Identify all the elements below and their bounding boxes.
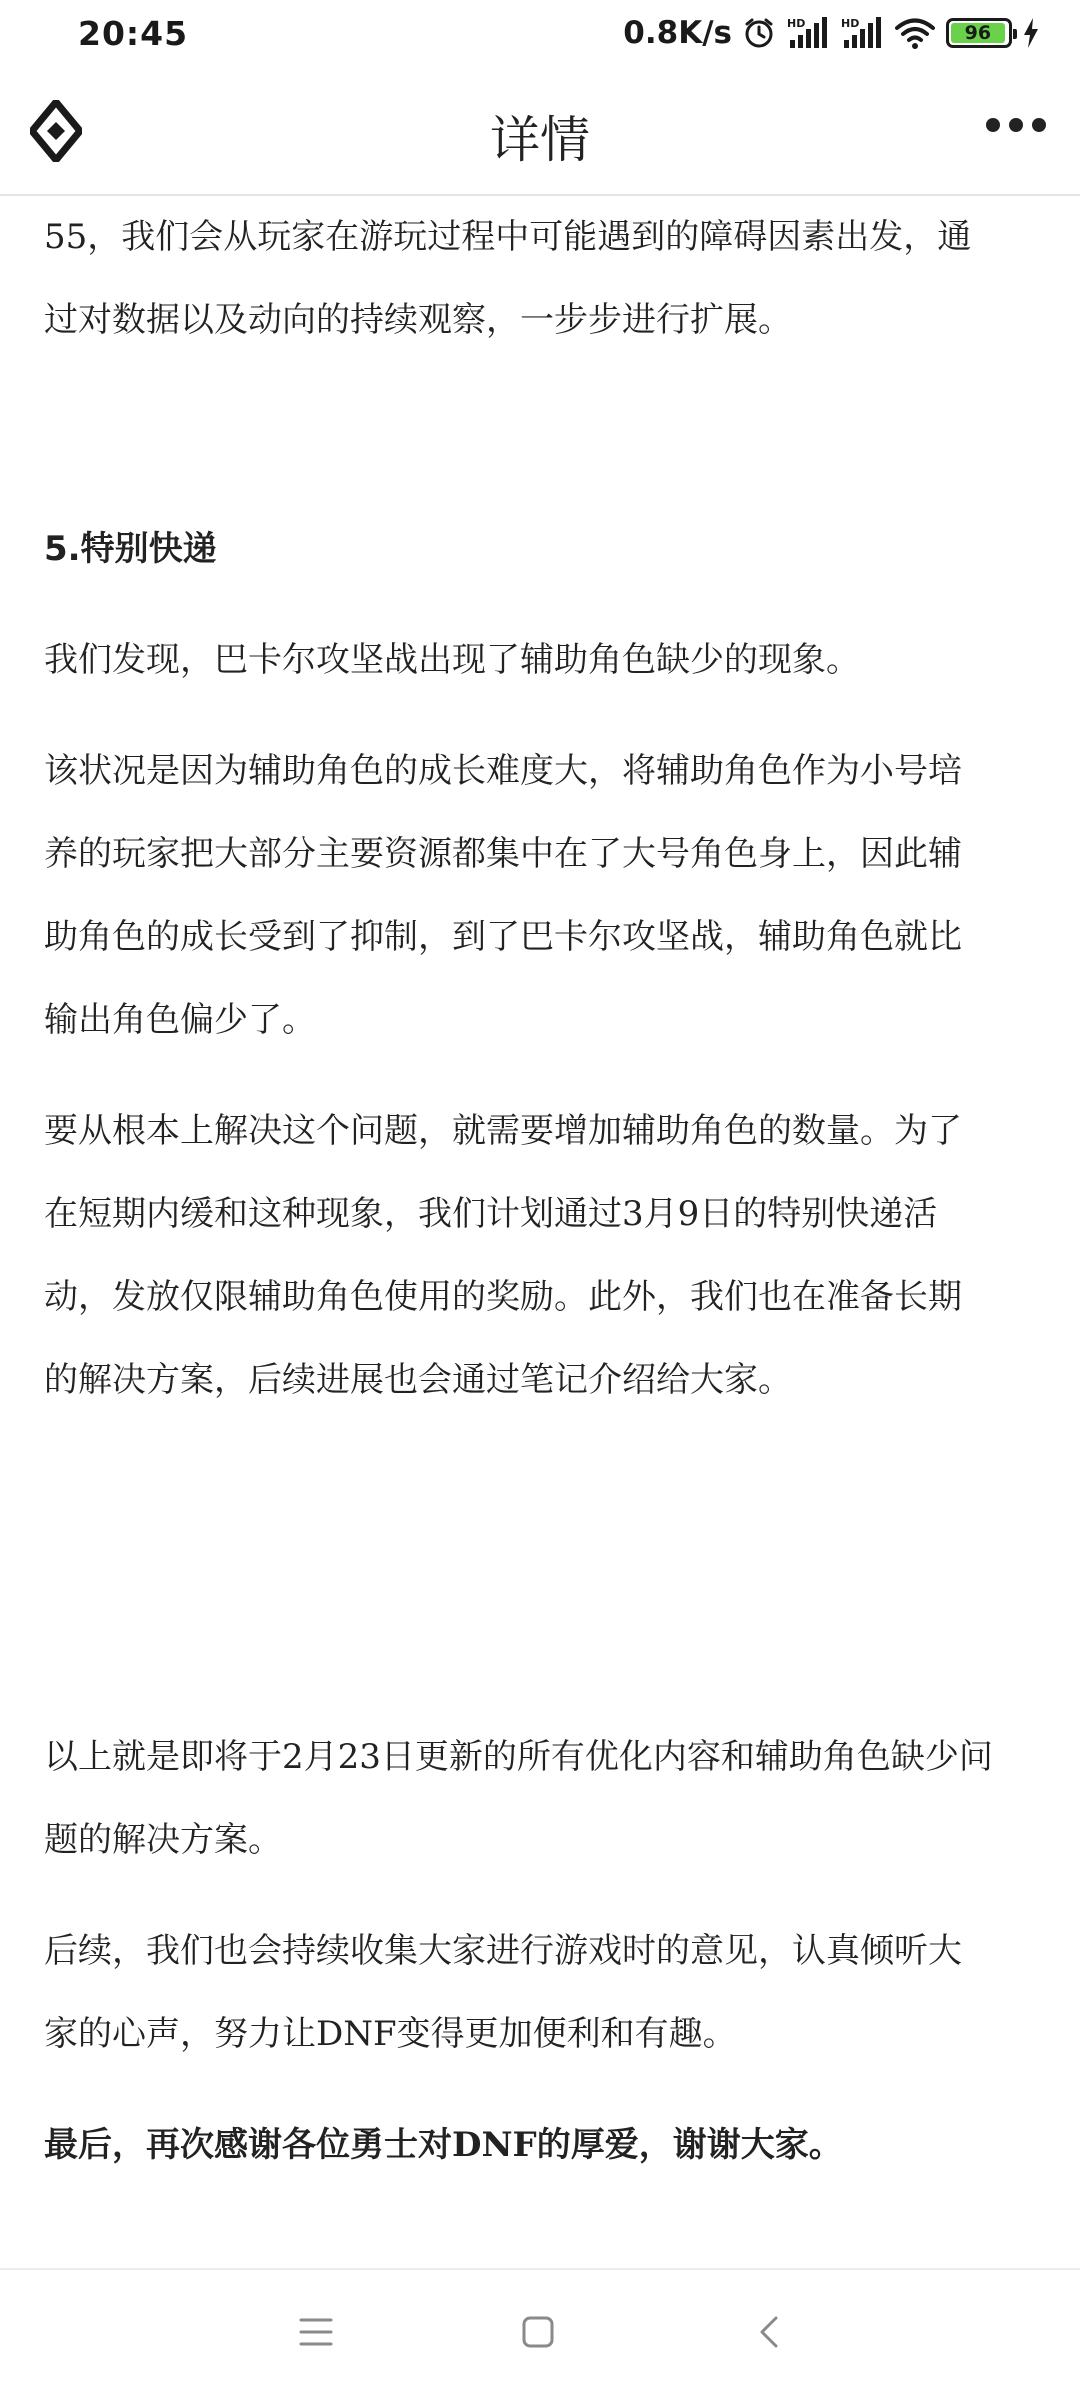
battery-level: 96 [951,23,1005,43]
paragraph-line: 要从根本上解决这个问题，就需要增加辅助角色的数量。为了 [44,1111,962,1151]
paragraph-line: 家的心声，努力让DNF变得更加便利和有趣。 [44,2014,737,2054]
paragraph-4 [44,1716,1064,1882]
paragraph-line: 在短期内缓和这种现象，我们计划通过3月9日的特别快递活 [44,1194,938,1234]
paragraph-2 [44,730,1042,1062]
paragraph-line: 助角色的成长受到了抑制，到了巴卡尔攻坚战，辅助角色就比 [44,917,962,957]
back-chevron-icon[interactable] [752,2314,788,2354]
app-header [0,66,1080,196]
svg-text:HD: HD [841,17,860,30]
battery-cap [1013,29,1017,39]
status-time: 20:45 [78,13,189,53]
svg-text:HD: HD [787,17,806,30]
home-square-icon[interactable] [520,2314,556,2354]
status-bar [0,0,1080,66]
paragraph-5 [44,1910,1042,2076]
paragraph-line: 该状况是因为辅助角色的成长难度大，将辅助角色作为小号培 [44,751,962,791]
alarm-icon [742,16,776,50]
paragraph-line: 以上就是即将于2月23日更新的所有优化内容和辅助角色缺少问 [44,1737,993,1777]
more-dot [1032,118,1046,132]
signal-hd-icon-2 [840,16,884,50]
battery-indicator [946,18,1012,48]
section-heading: 5.特别快递 [44,529,217,569]
paragraph-line: 后续，我们也会持续收集大家进行游戏时的意见，认真倾听大 [44,1931,962,1971]
more-dot [1009,118,1023,132]
wifi-icon [894,16,936,50]
paragraph-line: 养的玩家把大部分主要资源都集中在了大号角色身上，因此辅 [44,834,962,874]
paragraph-line: 输出角色偏少了。 [44,1000,316,1040]
network-speed: 0.8K/s [623,15,732,51]
more-dot [986,118,1000,132]
paragraph-line: 动，发放仅限辅助角色使用的奖励。此外，我们也在准备长期 [44,1277,962,1317]
paragraph-line: 题的解决方案。 [44,1820,282,1860]
intro-line: 过对数据以及动向的持续观察，一步步进行扩展。 [44,300,792,340]
system-nav-bar [0,2268,1080,2400]
more-dots-icon[interactable] [986,118,1046,132]
paragraph-1: 我们发现，巴卡尔攻坚战出现了辅助角色缺少的现象。 [44,640,860,680]
paragraph-3 [44,1090,1042,1422]
charging-bolt-icon [1022,17,1040,49]
page-title: 详情 [490,111,590,169]
signal-hd-icon-1 [786,16,830,50]
status-right-group [623,15,1040,51]
intro-line: 55，我们会从玩家在游玩过程中可能遇到的障碍因素出发，通 [44,217,972,257]
paragraph-line: 的解决方案，后续进展也会通过笔记介绍给大家。 [44,1360,792,1400]
closing-paragraph: 最后，再次感谢各位勇士对DNF的厚爱，谢谢大家。 [44,2125,843,2165]
menu-icon[interactable] [298,2314,334,2354]
intro-paragraph [44,196,1042,362]
